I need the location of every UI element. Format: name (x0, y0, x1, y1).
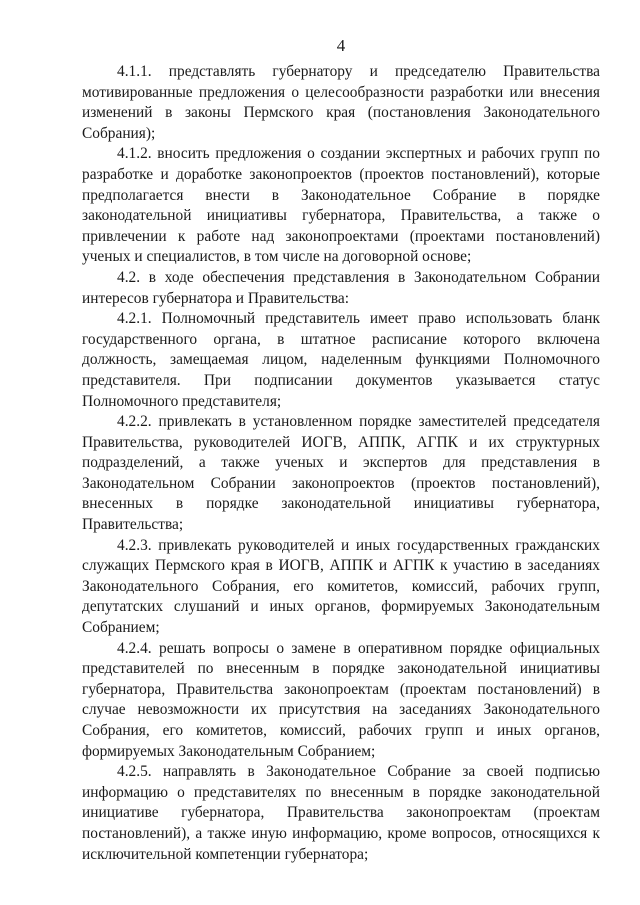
paragraph-4-2: 4.2. в ходе обеспечения представления в Законодательном Собрании интересов губернатора и Правительства: (82, 268, 600, 307)
page-number: 4 (336, 36, 346, 55)
paragraph-4-2-2: 4.2.2. привлекать в установленном порядке заместителей председателя Правительства, руководителей ИОГВ, АППК, АГПК и их структурных подразделений, а также ученых и экспертов для представления в Законодательном Собрании законопроектов (проектов постановлений), внесенных в порядке законодательной инициативы губернатора, Правительства; (82, 413, 600, 534)
paragraph-4-1-1: 4.1.1. представлять губернатору и председателю Правительства мотивированные предложения о целесообразности разработки или внесения изменений в законы Пермского края (постановления Законодательного Собрания); (82, 63, 600, 142)
paragraph-4-2-5: 4.2.5. направлять в Законодательное Собрание за своей подписью информацию о представителях по внесенным в порядке законодательной инициативе губернатора, Правительства законопроектам (проектам постановлений), а также иную информацию, кроме вопросов, относящихся к исключительной компетенции губернатора; (82, 763, 600, 863)
document-page (82, 0, 600, 865)
paragraph-4-2-3: 4.2.3. привлекать руководителей и иных государственных гражданских служащих Пермского края в ИОГВ, АППК и АГПК к участию в заседаниях Законодательного Собрания, его комитетов, комиссий, рабочих групп, депутатских слушаний и иных органов, формируемых Законодательным Собранием; (82, 536, 600, 637)
paragraph-4-2-4: 4.2.4. решать вопросы о замене в оперативном порядке официальных представителей по внесенным в порядке законодательной инициативы губернатора, Правительства законопроектам (проектам постановлений) в случае невозможности их присутствия на заседаниях Законодательного Собрания, его комитетов, комиссий, рабочих групп и иных органов, формируемых Законодательным Собранием; (82, 639, 600, 760)
paragraph-4-1-2: 4.1.2. вносить предложения о создании экспертных и рабочих групп по разработке и доработке законопроектов (проектов постановлений), которые предполагается внести в Законодательное Собрание в порядке законодательной инициативы губернатора, Правительства, а также о привлечении к работе над законопроектами (проектами постановлений) ученых и специалистов, в том числе на договорной основе; (82, 145, 600, 266)
paragraph-4-2-1: 4.2.1. Полномочный представитель имеет право использовать бланк государственного органа, в штатное расписание которого включена должность, замещаемая лицом, наделенным функциями Полномочного представителя. При подписании документов указывается статус Полномочного представителя; (82, 310, 600, 410)
